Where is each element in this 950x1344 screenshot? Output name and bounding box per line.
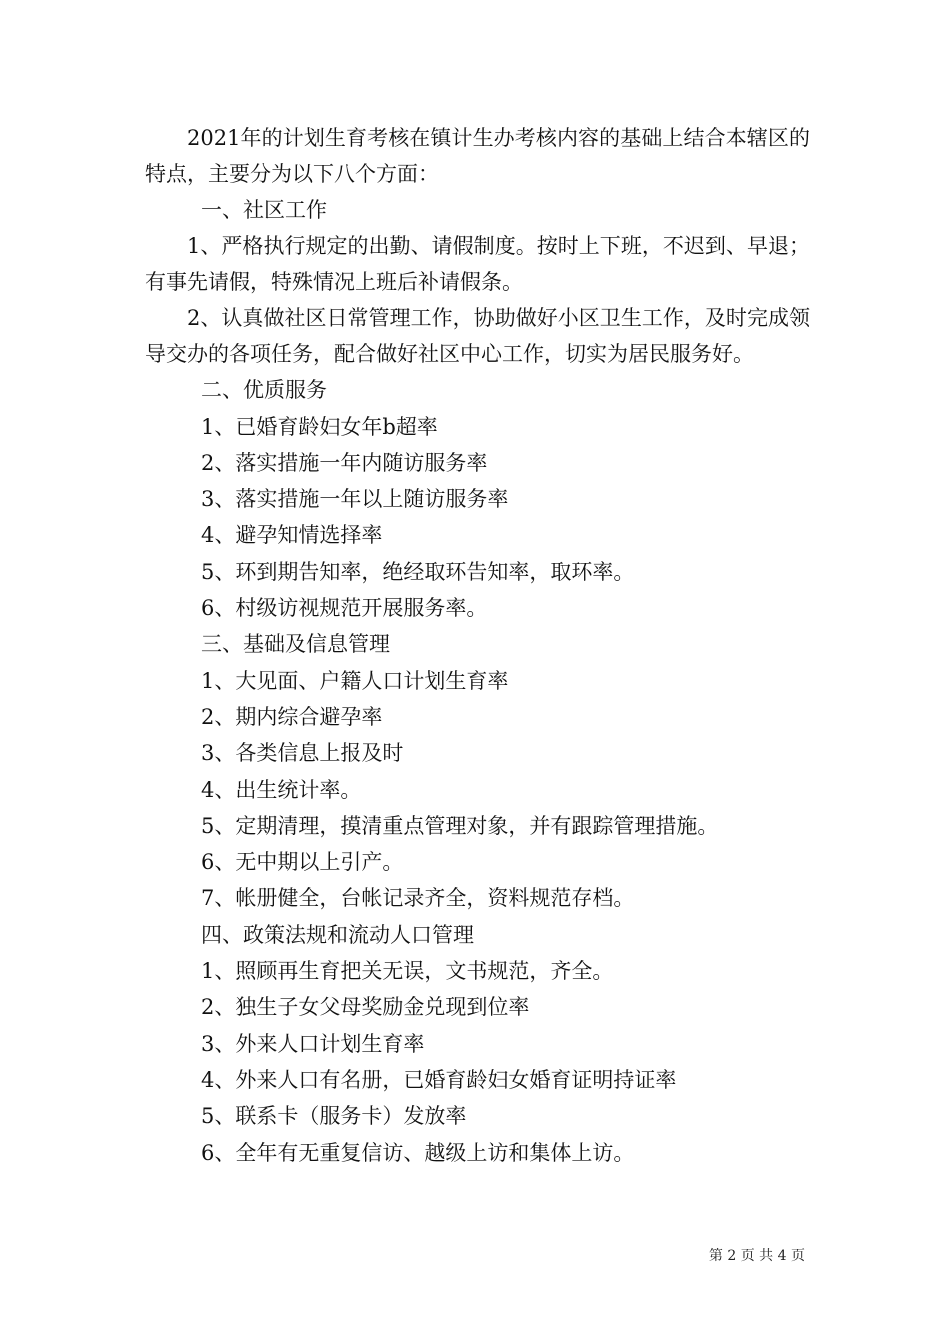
list-item: 7、帐册健全，台帐记录齐全，资料规范存档。 [201, 886, 635, 911]
list-item: 3、外来人口计划生育率 [201, 1031, 425, 1056]
list-item: 3、各类信息上报及时 [201, 741, 404, 766]
section-heading-basic-info-management: 三、基础及信息管理 [201, 632, 390, 657]
list-item: 4、避孕知情选择率 [201, 523, 383, 548]
list-item: 5、环到期告知率，绝经取环告知率，取环率。 [201, 559, 635, 584]
list-item: 6、村级访视规范开展服务率。 [201, 596, 488, 621]
list-item: 5、定期清理，摸清重点管理对象，并有跟踪管理措施。 [201, 813, 719, 838]
list-item: 1、已婚育龄妇女年b超率 [201, 414, 438, 439]
list-item: 1、照顾再生育把关无误，文书规范，齐全。 [201, 959, 614, 984]
list-item: 4、出生统计率。 [201, 777, 362, 802]
list-item: 6、无中期以上引产。 [201, 850, 404, 875]
section-heading-quality-service: 二、优质服务 [201, 378, 327, 403]
intro-paragraph: 2021年的计划生育考核在镇计生办考核内容的基础上结合本辖区的特点，主要分为以下八个方面： [145, 126, 810, 186]
list-item: 6、全年有无重复信访、越级上访和集体上访。 [201, 1140, 635, 1165]
section-heading-community-work: 一、社区工作 [201, 198, 327, 222]
section-heading-policy-migrant-management: 四、政策法规和流动人口管理 [201, 922, 474, 947]
community-item-2: 2、认真做社区日常管理工作，协助做好小区卫生工作，及时完成领导交办的各项任务，配合做好社区中心工作，切实为居民服务好。 [145, 306, 810, 367]
community-item-1: 1、严格执行规定的出勤、请假制度。按时上下班，不迟到、早退；有事先请假，特殊情况上班后补请假条。 [145, 234, 810, 295]
list-item: 2、独生子女父母奖励金兑现到位率 [201, 995, 530, 1020]
list-item: 4、外来人口有名册，已婚育龄妇女婚育证明持证率 [201, 1067, 677, 1092]
document-body [145, 120, 810, 1171]
list-item: 3、落实措施一年以上随访服务率 [201, 487, 509, 512]
page-number-footer: 第 2 页 共 4 页 [708, 1248, 805, 1264]
list-item: 5、联系卡（服务卡）发放率 [201, 1104, 467, 1129]
list-item: 2、落实措施一年内随访服务率 [201, 450, 488, 475]
list-item: 2、期内综合避孕率 [201, 704, 383, 729]
list-item: 1、大见面、户籍人口计划生育率 [201, 668, 509, 693]
